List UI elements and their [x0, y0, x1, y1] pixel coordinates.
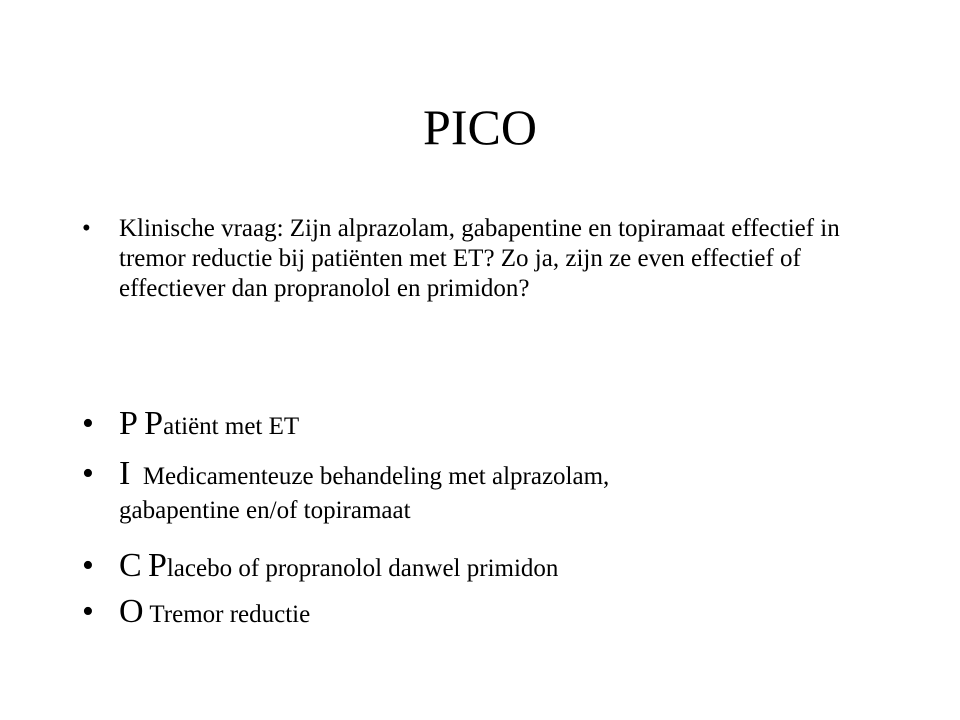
pico-p-letter: P	[119, 405, 138, 442]
pico-i-continuation: gabapentine en/of topiramaat	[119, 497, 411, 524]
slide-title: PICO	[423, 99, 537, 155]
pico-item-p	[82, 404, 902, 447]
clinical-question-item	[82, 214, 842, 304]
pico-o-letter: O	[119, 593, 144, 630]
pico-item-c	[82, 546, 902, 589]
pico-c-cap: P	[147, 547, 167, 584]
pico-c-text	[119, 546, 902, 589]
bullet-icon: •	[82, 547, 94, 584]
pico-i-text	[119, 454, 902, 527]
bullet-icon: •	[82, 593, 94, 630]
pico-o-text	[119, 592, 902, 635]
bullet-icon: •	[82, 455, 94, 492]
bullet-icon: •	[82, 405, 94, 442]
pico-i-letter: I	[119, 455, 131, 492]
pico-c-letter: C	[119, 547, 142, 584]
pico-item-i	[82, 454, 902, 527]
bullet-icon: •	[82, 215, 91, 242]
pico-item-o	[82, 592, 902, 635]
pico-p-rest: atiënt met ET	[163, 413, 300, 440]
pico-o-rest: Tremor reductie	[149, 601, 311, 628]
pico-p-cap: P	[144, 405, 164, 442]
pico-c-rest: lacebo of propranolol danwel primidon	[166, 555, 559, 582]
pico-i-rest: Medicamenteuze behandeling met alprazolam,	[142, 463, 610, 490]
clinical-question-text: Klinische vraag: Zijn alprazolam, gabapentine en topiramaat effectief in tremor reductie bij patiënten met ET? Zo ja, zijn ze even effectief of effectiever dan propranolol en primidon?	[119, 215, 840, 302]
pico-p-text	[119, 404, 902, 447]
